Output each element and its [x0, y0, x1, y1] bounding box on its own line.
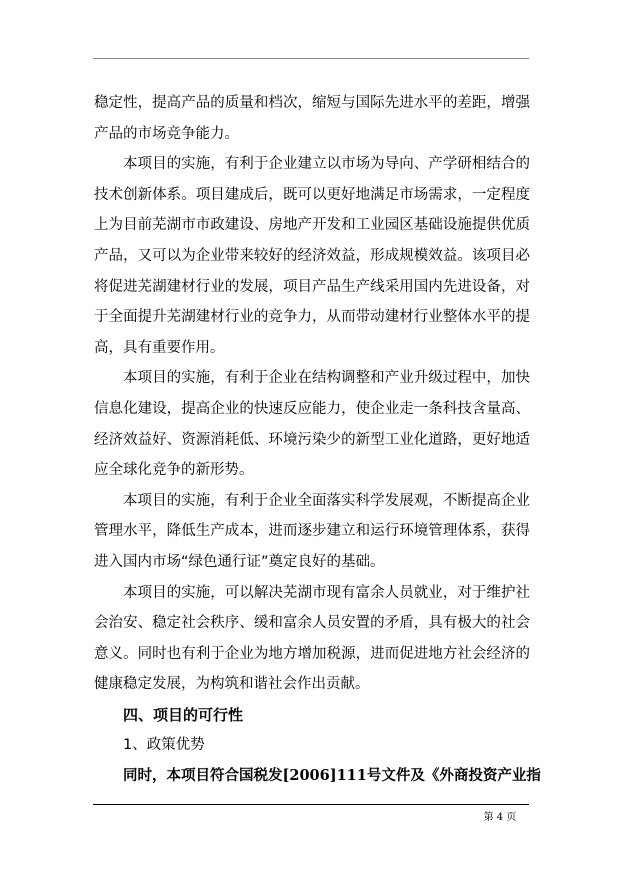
- subsection-heading: 1、政策优势: [123, 737, 205, 754]
- paragraph: 本项目的实施，有利于企业全面落实科学发展观，不断提高企业管理水平，降低生产成本，进而逐步建立和运行环境管理体系，获得进入国内市场“绿色通行证”奠定良好的基础。: [94, 492, 530, 570]
- page-number: 第 4 页: [483, 812, 517, 823]
- section-heading: 四、项目的可行性: [123, 705, 244, 724]
- paragraph: 本项目的实施，有利于企业建立以市场为导向、产学研相结合的技术创新体系。项目建成后，既可以更好地满足市场需求，一定程度上为目前芜湖市市政建设、房地产开发和工业园区基础设施提供优质产品，又可以为企业带来较好的经济效益，形成规模效益。该项目必将促进芜湖建材行业的发展，项目产品生产线采用国内先进设备，对于全面提升芜湖建材行业的竞争力，从而带动建材行业整体水平的提高，具有重要作用。: [94, 156, 530, 356]
- footer-rule: [93, 804, 529, 805]
- paragraph: 稳定性，提高产品的质量和档次，缩短与国际先进水平的差距，增强产品的市场竞争能力。: [94, 95, 530, 142]
- document-body: [94, 88, 541, 792]
- bold-paragraph: 同时，本项目符合国税发[2006]111号文件及《外商投资产业指: [123, 767, 541, 785]
- paragraph: 本项目的实施，有利于企业在结构调整和产业升级过程中，加快信息化建设，提高企业的快速反应能力，使企业走一条科技含量高、经济效益好、资源消耗低、环境污染少的新型工业化道路，更好地适应全球化竞争的新形势。: [94, 370, 530, 479]
- paragraph: 本项目的实施，可以解决芜湖市现有富余人员就业，对于维护社会治安、稳定社会秩序、缓和富余人员安置的矛盾，具有极大的社会意义。同时也有利于企业为地方增加税源，进而促进地方社会经济的健康稳定发展，为构筑和谐社会作出贡献。: [94, 584, 530, 693]
- header-rule: [93, 58, 529, 59]
